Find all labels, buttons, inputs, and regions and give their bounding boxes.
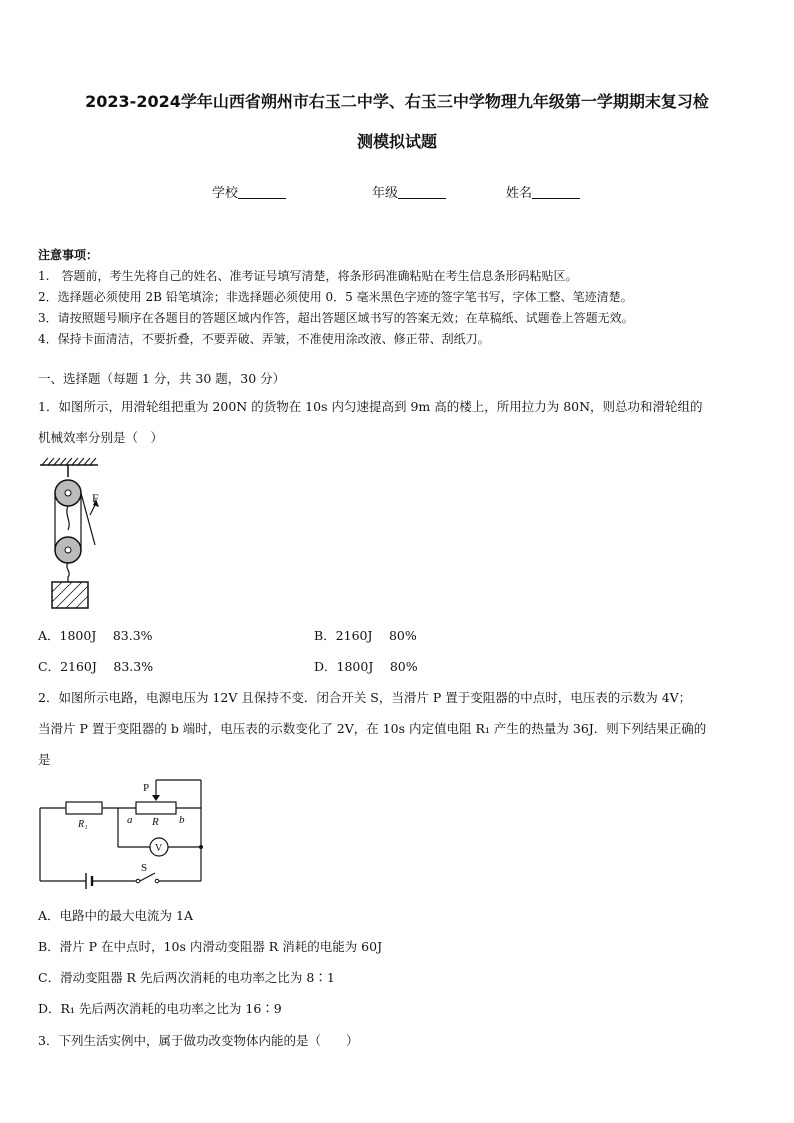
q1-option-d[interactable]: D．1800J 80% (314, 659, 418, 674)
switch-label: S (141, 862, 148, 874)
grade-field[interactable] (372, 182, 446, 201)
q1-option-c[interactable]: C．2160J 83.3% (38, 659, 154, 674)
circuit-figure (30, 775, 220, 890)
q1-text-line2: 机械效率分别是（ ） (38, 430, 164, 445)
school-label: 学校 (212, 186, 239, 201)
terminal-a-label: a (127, 814, 133, 826)
notes-heading: 注意事项： (38, 248, 99, 262)
grade-label: 年级 (372, 186, 399, 201)
q1-text-line1: 1．如图所示，用滑轮组把重为 200N 的货物在 10s 内匀速提高到 9m 高的楼上，所用拉力为 80N，则总功和滑轮组的 (38, 399, 703, 414)
name-label: 姓名 (506, 186, 533, 201)
name-field[interactable] (506, 182, 580, 201)
q2-text-line3: 是 (38, 752, 51, 767)
q2-option-a[interactable]: A．电路中的最大电流为 1A (38, 908, 193, 923)
pulley-figure (30, 455, 130, 615)
page-title-line1: 2023-2024学年山西省朔州市右玉二中学、右玉三中学物理九年级第一学期期末复习检 (85, 92, 709, 111)
grade-blank[interactable] (398, 186, 446, 199)
force-label: F (92, 491, 99, 505)
name-blank[interactable] (532, 186, 580, 199)
q1-option-a[interactable]: A．1800J 83.3% (38, 628, 153, 643)
voltmeter-label: V (155, 843, 163, 854)
slider-p-label: P (143, 782, 150, 794)
school-blank[interactable] (238, 186, 286, 199)
q1-option-b[interactable]: B．2160J 80% (314, 628, 417, 643)
q2-option-d[interactable]: D．R₁ 先后两次消耗的电功率之比为 16∶9 (38, 1001, 282, 1016)
q2-option-b[interactable]: B．滑片 P 在中点时，10s 内滑动变阻器 R 消耗的电能为 60J (38, 939, 383, 954)
r-label: R (152, 816, 159, 828)
note-item-2: 2．选择题必须使用 2B 铅笔填涂；非选择题必须使用 0．5 毫米黑色字迹的签字笔书写，字体工整、笔迹清楚。 (38, 290, 633, 304)
note-item-1: 1. 答题前，考生先将自己的姓名、准考证号填写清楚，将条形码准确粘贴在考生信息条形码粘贴区。 (38, 269, 578, 283)
page-title-line2: 测模拟试题 (356, 132, 437, 151)
section-heading: 一、选择题（每题 1 分，共 30 题，30 分） (38, 371, 286, 386)
school-field[interactable] (212, 182, 286, 201)
note-item-4: 4．保持卡面清洁，不要折叠，不要弄破、弄皱，不准使用涂改液、修正带、刮纸刀。 (38, 332, 490, 346)
q2-option-c[interactable]: C．滑动变阻器 R 先后两次消耗的电功率之比为 8∶1 (38, 970, 335, 985)
terminal-b-label: b (179, 814, 185, 826)
q2-text-line1: 2．如图所示电路，电源电压为 12V 且保持不变．闭合开关 S，当滑片 P 置于变阻器的中点时，电压表的示数为 4V； (38, 690, 692, 705)
note-item-3: 3．请按照题号顺序在各题目的答题区域内作答，超出答题区域书写的答案无效；在草稿纸、试题卷上答题无效。 (38, 311, 634, 325)
r1-label: R₁ (78, 819, 88, 830)
q2-text-line2: 当滑片 P 置于变阻器的 b 端时，电压表的示数变化了 2V，在 10s 内定值电阻 R₁ 产生的热量为 36J．则下列结果正确的 (38, 721, 707, 736)
q3-text-line1: 3．下列生活实例中，属于做功改变物体内能的是（ ） (38, 1033, 359, 1048)
